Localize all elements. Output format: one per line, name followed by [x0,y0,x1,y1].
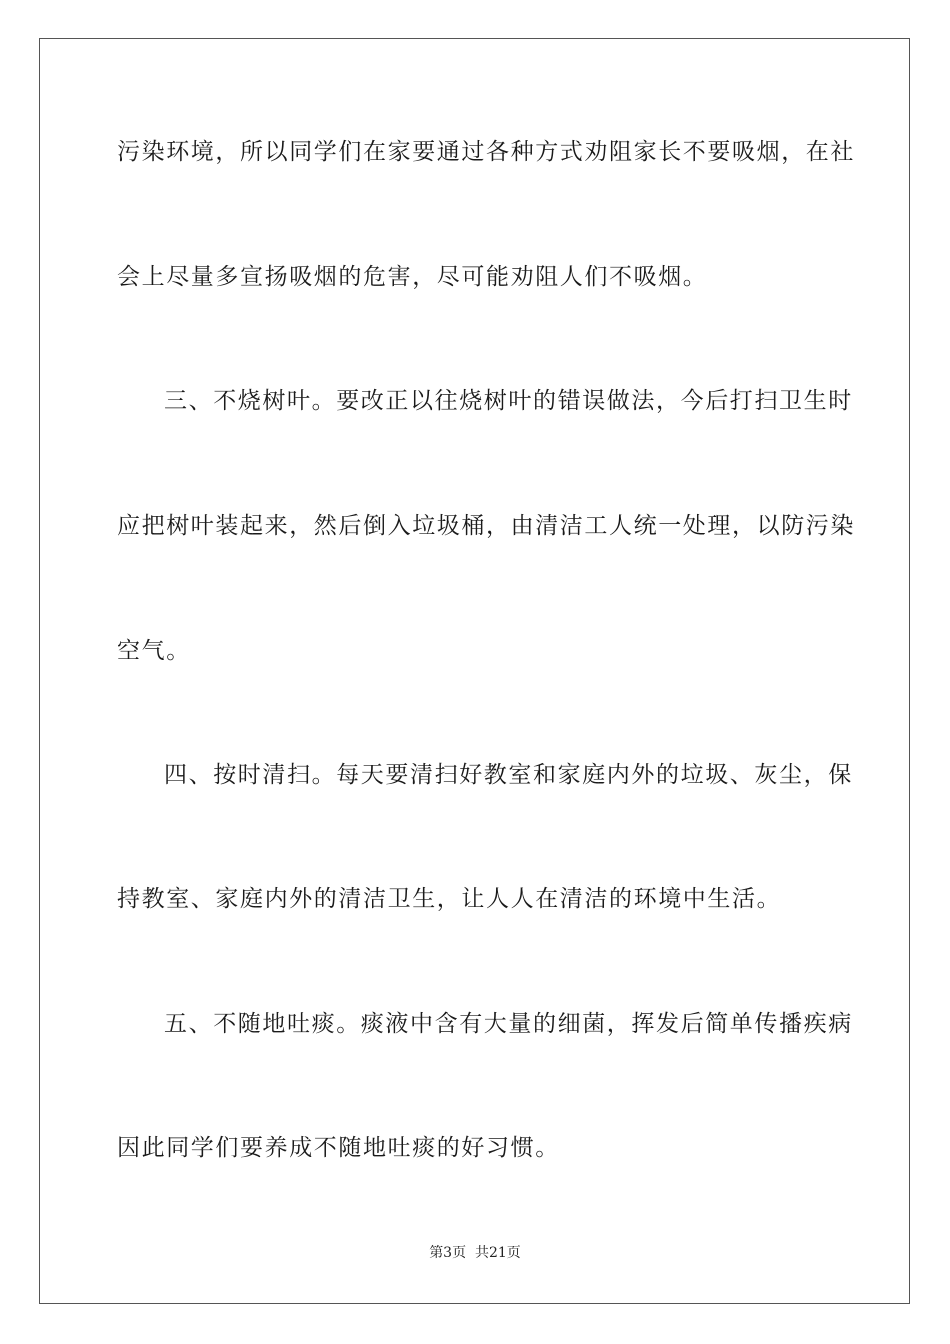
paragraph-3-line-2: 应把树叶装起来，然后倒入垃圾桶，由清洁工人统一处理，以防污染 [117,513,855,539]
paragraph-4-line-2: 持教室、家庭内外的清洁卫生，让人人在清洁的环境中生活。 [117,886,782,912]
paragraph-3-line-1: 三、不烧树叶。要改正以往烧树叶的错误做法，今后打扫卫生时 [164,388,853,414]
page-number-footer: 第3页 共21页 [429,1245,521,1261]
page-border [39,38,910,1304]
paragraph-4-line-1: 四、按时清扫。每天要清扫好教室和家庭内外的垃圾、灰尘，保 [164,762,853,788]
paragraph-5-line-1: 五、不随地吐痰。痰液中含有大量的细菌，挥发后简单传播疾病 [164,1011,853,1037]
body-line-2: 会上尽量多宣扬吸烟的危害，尽可能劝阻人们不吸烟。 [117,264,708,290]
body-line-1: 污染环境，所以同学们在家要通过各种方式劝阻家长不要吸烟，在社 [117,139,855,165]
paragraph-5-line-2: 因此同学们要养成不随地吐痰的好习惯。 [117,1135,560,1161]
paragraph-3-line-3: 空气。 [117,638,191,664]
